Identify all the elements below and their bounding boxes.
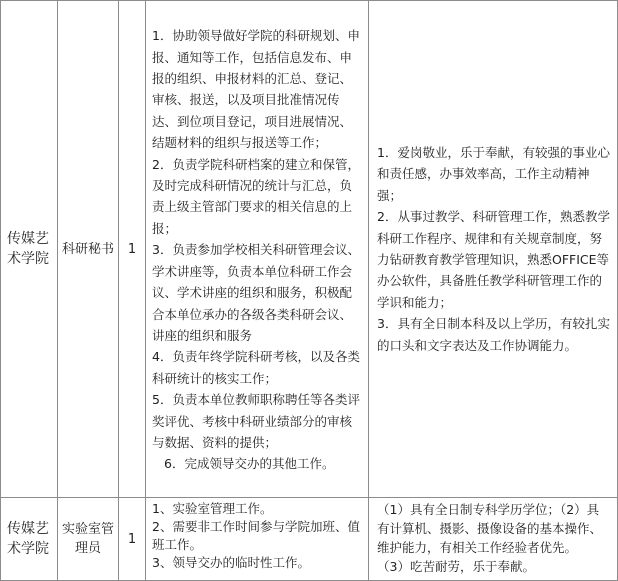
requirements-cell bbox=[369, 1, 618, 498]
duty-item: 2、需要非工作时间参与学院加班、值班工作。 bbox=[152, 519, 360, 552]
duty-item: 1．协助领导做好学院的科研规划、申报、通知等工作，包括信息发布、申报的组织、申报材料的汇总、登记、审核、报送，以及项目批准情况传达、到位项目登记，项目进展情况、结题材料的组织与报送等工作； bbox=[152, 28, 360, 151]
requirement-item: （3）吃苦耐劳，乐于奉献。 bbox=[377, 559, 535, 574]
requirements-cell bbox=[369, 498, 618, 581]
count-cell: 1 bbox=[119, 1, 146, 498]
duty-item: 6．完成领导交办的其他工作。 bbox=[164, 456, 335, 472]
duties-cell bbox=[146, 498, 369, 581]
requirement-item: 1．爱岗敬业，乐于奉献，有较强的事业心和责任感，办事效率高，工作主动精神强； bbox=[377, 144, 610, 203]
requirement-item: 2．从事过教学、科研管理工作，熟悉教学科研工作程序、规律和有关规章制度，努力钻研教育教学管理知识，熟悉OFFICE等办公软件，具备胜任教学科研管理工作的学识和能力； bbox=[377, 209, 610, 310]
requirement-item: （1）具有全日制专科学历学位；（2）具有计算机、摄影、摄像设备的基本操作、维护能力，有相关工作经验者优先。 bbox=[377, 502, 603, 555]
count-cell: 1 bbox=[119, 498, 146, 581]
table-row bbox=[1, 1, 618, 498]
duties-cell bbox=[146, 1, 369, 498]
position-cell: 实验室管理员 bbox=[58, 498, 119, 581]
position-cell: 科研秘书 bbox=[58, 1, 119, 498]
duty-item: 1、实验室管理工作。 bbox=[152, 501, 273, 516]
duty-item: 2．负责学院科研档案的建立和保管，及时完成科研情况的统计与汇总，负责上级主管部门要求的相关信息的上报； bbox=[152, 156, 360, 236]
college-cell: 传媒艺术学院 bbox=[1, 1, 58, 498]
duty-item: 3．负责参加学校相关科研管理会议、学术讲座等，负责本单位科研工作会议、学术讲座的组织和服务，积极配合本单位承办的各级各类科研会议、讲座的组织和服务 bbox=[152, 242, 360, 343]
duty-item: 4．负责年终学院科研考核，以及各类科研统计的核实工作； bbox=[152, 349, 360, 386]
duty-item: 5．负责本单位教师职称聘任等各类评奖评优、考核中科研业绩部分的审核与数据、资料的提供； bbox=[152, 392, 360, 450]
table-row bbox=[1, 498, 618, 581]
duty-item: 3、领导交办的临时性工作。 bbox=[152, 555, 310, 570]
college-cell: 传媒艺术学院 bbox=[1, 498, 58, 581]
requirement-item: 3．具有全日制本科及以上学历，有较扎实的口头和文字表达及工作协调能力。 bbox=[377, 316, 610, 353]
